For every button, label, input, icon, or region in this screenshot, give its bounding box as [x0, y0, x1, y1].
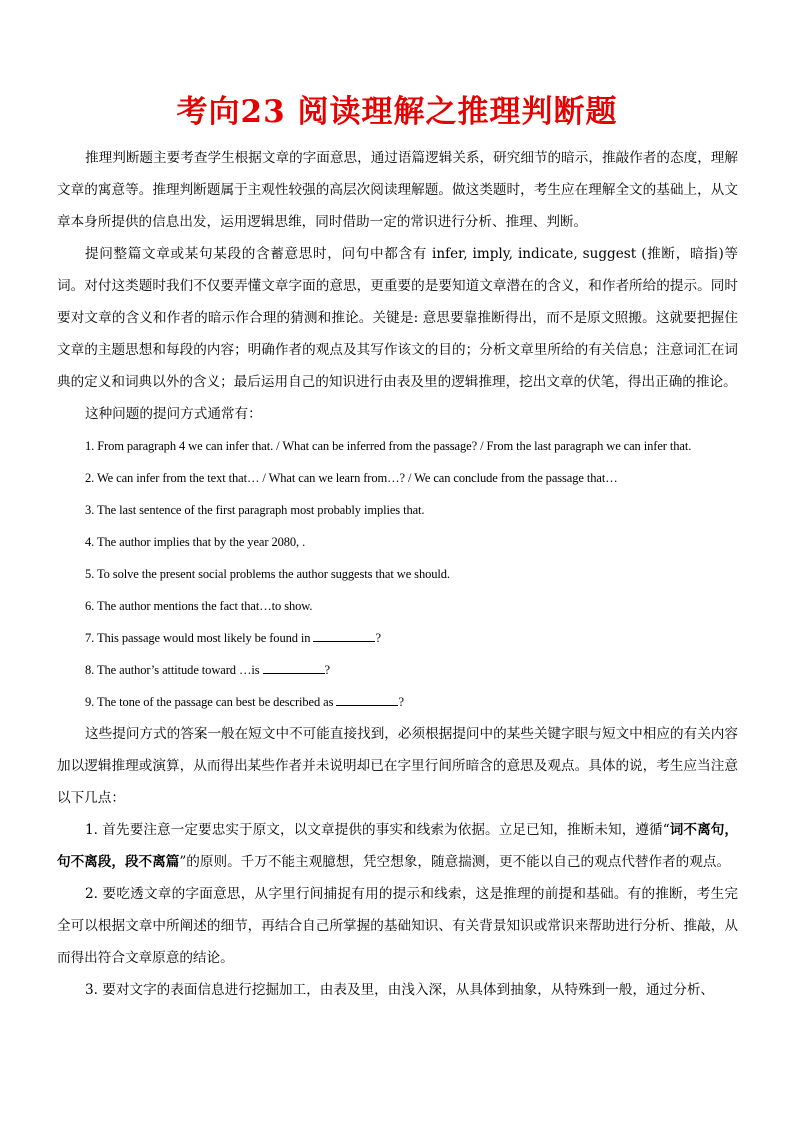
question-item: [57, 462, 738, 494]
question-item: [57, 430, 738, 462]
question-text: 3. The last sentence of the first paragraph most probably implies that.: [85, 503, 425, 517]
question-text: 8. The author’s attitude toward …is: [85, 663, 263, 677]
question-item: [57, 590, 738, 622]
explanation-paragraph: 这些提问方式的答案一般在短文中不可能直接找到，必须根据提问中的某些关键字眼与短文中相应的有关内容加以逻辑推理或演算，从而得出某些作者并未说明却已在字里行间所暗含的意思及观点。具体的说，考生应当注意以下几点：: [57, 726, 738, 806]
question-tail: ?: [375, 631, 381, 645]
intro-paragraph-3: 这种问题的提问方式通常有：: [85, 406, 262, 422]
question-tail: ?: [324, 663, 330, 677]
answer-blank: [336, 693, 398, 706]
point-2: 2. 要吃透文章的字面意思，从字里行间捕捉有用的提示和线索，这是推理的前提和基础。有的推断，考生完全可以根据文章中所阐述的细节，再结合自己所掌握的基础知识、有关背景知识或常识来帮助进行分析、推敲，从而得出符合文章原意的结论。: [57, 886, 738, 966]
question-tail: ?: [398, 695, 404, 709]
question-list: [57, 430, 738, 718]
intro-paragraph-2: 提问整篇文章或某句某段的含蓄意思时，问句中都含有 infer, imply, indicate, suggest (推断，暗指)等词。对付这类题时我们不仅要弄懂文章字面的意思，更重要的是要知道文章潜在的含义，和作者所给的提示。同时要对文章的含义和作者的暗示作合理的猜测和推论。关键是: 意思要靠推断得出，而不是原文照搬。这就要把握住文章的主题思想和每段的内容；明确作者的观点及其写作该文的目的；分析文章里所给的有关信息；注意词汇在词典的定义和词典以外的含义；最后运用自己的知识进行由表及里的逻辑推理，挖出文章的伏笔，得出正确的推论。: [57, 246, 738, 390]
question-text: 9. The tone of the passage can best be described as: [85, 695, 337, 709]
question-item: [57, 686, 738, 718]
intro-paragraph-1: 推理判断题主要考查学生根据文章的字面意思，通过语篇逻辑关系，研究细节的暗示，推敲作者的态度，理解文章的寓意等。推理判断题属于主观性较强的高层次阅读理解题。做这类题时，考生应在理解全文的基础上，从文章本身所提供的信息出发，运用逻辑思维，同时借助一定的常识进行分析、推理、判断。: [57, 150, 738, 230]
answer-blank: [313, 629, 375, 642]
question-item: [57, 622, 738, 654]
point-1-before: 1. 首先要注意一定要忠实于原文，以文章提供的事实和线索为依据。立足已知，推断未知，遵循“: [85, 822, 670, 838]
page-title: 考向23 阅读理解之推理判断题: [176, 94, 618, 130]
question-text: 1. From paragraph 4 we can infer that. / What can be inferred from the passage? / From the last paragraph we can infer that.: [85, 439, 692, 453]
question-text: 4. The author implies that by the year 2080, .: [85, 535, 306, 549]
point-3: 3. 要对文字的表面信息进行挖掘加工，由表及里，由浅入深，从具体到抽象，从特殊到一般，通过分析、: [85, 982, 715, 998]
question-text: 5. To solve the present social problems the author suggests that we should.: [85, 567, 450, 581]
point-1: [57, 814, 738, 878]
point-1-emphasis: 词不离句，句不离段，段不离篇: [57, 822, 738, 870]
question-item: [57, 654, 738, 686]
question-text: 7. This passage would most likely be found in: [85, 631, 314, 645]
point-1-after: ”的原则。千万不能主观臆想，凭空想象，随意揣测，更不能以自己的观点代替作者的观点。: [179, 854, 731, 870]
question-item: [57, 494, 738, 526]
question-item: [57, 526, 738, 558]
question-text: 6. The author mentions the fact that…to show.: [85, 599, 313, 613]
question-item: [57, 558, 738, 590]
document-body: [57, 142, 738, 1006]
question-text: 2. We can infer from the text that… / What can we learn from…? / We can conclude from the passage that…: [85, 471, 618, 485]
answer-blank: [263, 661, 325, 674]
